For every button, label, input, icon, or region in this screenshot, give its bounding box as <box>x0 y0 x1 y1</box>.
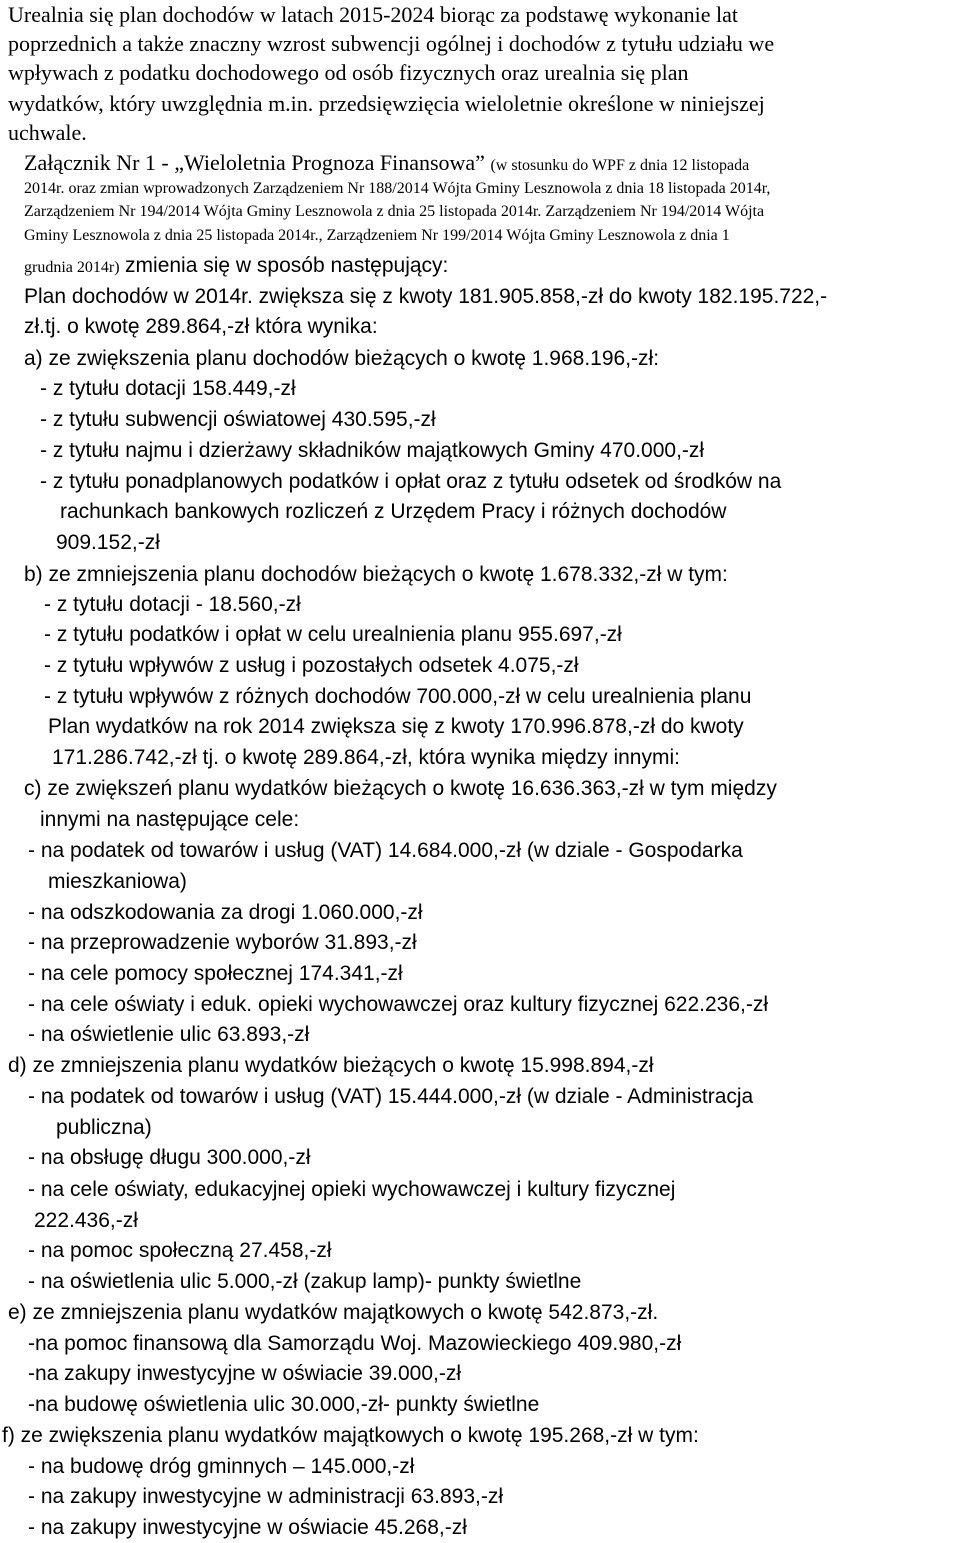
intro-line-2: poprzednich a także znaczny wzrost subwencji ogólnej i dochodów z tytułu udziału we <box>8 31 775 56</box>
income-a-heading: a) ze zwiększenia planu dochodów bieżących o kwotę 1.968.196,-zł: <box>24 347 660 370</box>
income-a-item-2: - z tytułu subwencji oświatowej 430.595,-zł <box>40 408 436 431</box>
expenses-e-heading: e) ze zmniejszenia planu wydatków majątkowych o kwotę 542.873,-zł. <box>8 1301 659 1324</box>
expenses-c-item-1-line-1: - na podatek od towarów i usług (VAT) 14.684.000,-zł (w dziale - Gospodarka <box>28 839 743 862</box>
expenses-c-item-6: - na oświetlenie ulic 63.893,-zł <box>28 1023 310 1046</box>
expenses-c-item-3: - na przeprowadzenie wyborów 31.893,-zł <box>28 931 417 954</box>
intro-line-4: wydatków, który uwzględnia m.in. przedsięwzięcia wieloletnie określone w niniejszej <box>8 91 765 116</box>
attachment-note-4: Gminy Lesznowola z dnia 25 listopada 2014r., Zarządzeniem Nr 199/2014 Wójta Gminy Lesznowola z dnia 1 <box>24 227 730 244</box>
expenses-d-heading: d) ze zmniejszenia planu wydatków bieżących o kwotę 15.998.894,-zł <box>8 1054 654 1077</box>
income-line-2: zł.tj. o kwotę 289.864,-zł która wynika: <box>24 315 378 338</box>
income-a-item-4-line-2: rachunkach bankowych rozliczeń z Urzędem Pracy i różnych dochodów <box>60 500 727 523</box>
attachment-note-5 <box>24 250 448 283</box>
expenses-f-item-1: - na budowę dróg gminnych – 145.000,-zł <box>28 1455 415 1478</box>
attachment-note-3: Zarządzeniem Nr 194/2014 Wójta Gminy Lesznowola z dnia 25 listopada 2014r. Zarządzeniem Nr 194/2014 Wójta <box>24 203 765 220</box>
income-a-item-3: - z tytułu najmu i dzierżawy składników majątkowych Gminy 470.000,-zł <box>40 439 705 462</box>
income-b-heading: b) ze zmniejszenia planu dochodów bieżących o kwotę 1.678.332,-zł w tym: <box>24 563 728 586</box>
expenses-d-item-4: - na pomoc społeczną 27.458,-zł <box>28 1239 332 1262</box>
expenses-e-item-1: -na pomoc finansową dla Samorządu Woj. Mazowieckiego 409.980,-zł <box>28 1332 682 1355</box>
intro-line-3: wpływach z podatku dochodowego od osób fizycznych oraz urealnia się plan <box>8 60 689 85</box>
intro-line-5: uchwale. <box>8 120 87 145</box>
income-a-item-4-line-3: 909.152,-zł <box>56 531 160 554</box>
attachment-title-text: Załącznik Nr 1 - „Wieloletnia Prognoza Finansowa” <box>24 150 485 175</box>
attachment-title <box>24 148 749 181</box>
expenses-d-item-1-line-2: publiczna) <box>56 1116 152 1139</box>
attachment-note-1: (w stosunku do WPF z dnia 12 listopada <box>490 157 750 174</box>
expenses-f-heading: f) ze zwiększenia planu wydatków majątkowych o kwotę 195.268,-zł w tym: <box>2 1424 699 1447</box>
income-b-item-2: - z tytułu podatków i opłat w celu urealnienia planu 955.697,-zł <box>44 623 622 646</box>
expenses-e-item-3: -na budowę oświetlenia ulic 30.000,-zł- punkty świetlne <box>28 1393 540 1416</box>
expenses-line-1: Plan wydatków na rok 2014 zwiększa się z kwoty 170.996.878,-zł do kwoty <box>48 715 744 738</box>
income-b-item-1: - z tytułu dotacji - 18.560,-zł <box>44 593 301 616</box>
expenses-d-item-1-line-1: - na podatek od towarów i usług (VAT) 15.444.000,-zł (w dziale - Administracja <box>28 1085 754 1108</box>
income-a-item-1: - z tytułu dotacji 158.449,-zł <box>40 377 296 400</box>
expenses-d-item-3-line-2: 222.436,-zł <box>34 1209 138 1232</box>
expenses-c-item-4: - na cele pomocy społecznej 174.341,-zł <box>28 962 403 985</box>
income-a-item-4-line-1: - z tytułu ponadplanowych podatków i opłat oraz z tytułu odsetek od środków na <box>40 470 782 493</box>
expenses-c-item-1-line-2: mieszkaniowa) <box>48 870 187 893</box>
expenses-d-item-5: - na oświetlenia ulic 5.000,-zł (zakup lamp)- punkty świetlne <box>28 1270 582 1293</box>
income-b-item-3: - z tytułu wpływów z usług i pozostałych odsetek 4.075,-zł <box>44 654 579 677</box>
expenses-line-2: 171.286.742,-zł tj. o kwotę 289.864,-zł, która wynika między innymi: <box>52 746 680 769</box>
income-line-1: Plan dochodów w 2014r. zwiększa się z kwoty 181.905.858,-zł do kwoty 182.195.722,- <box>24 285 828 308</box>
expenses-c-heading-line-1: c) ze zwiększeń planu wydatków bieżących o kwotę 16.636.363,-zł w tym między <box>24 777 777 800</box>
attachment-note-2: 2014r. oraz zmian wprowadzonych Zarządzeniem Nr 188/2014 Wójta Gminy Lesznowola z dnia 18 listopada 2014r, <box>24 180 771 197</box>
expenses-d-item-2: - na obsługę długu 300.000,-zł <box>28 1146 311 1169</box>
expenses-f-item-3: - na zakupy inwestycyjne w oświacie 45.268,-zł <box>28 1516 467 1539</box>
expenses-e-item-2: -na zakupy inwestycyjne w oświacie 39.000,-zł <box>28 1362 462 1385</box>
intro-line-1: Urealnia się plan dochodów w latach 2015-2024 biorąc za podstawę wykonanie lat <box>8 2 739 27</box>
attachment-note-5-rest: zmienia się w sposób następujący: <box>125 254 449 277</box>
income-b-item-4: - z tytułu wpływów z różnych dochodów 700.000,-zł w celu urealnienia planu <box>44 685 752 708</box>
expenses-c-heading-line-2: innymi na następujące cele: <box>40 808 300 831</box>
expenses-c-item-5: - na cele oświaty i eduk. opieki wychowawczej oraz kultury fizycznej 622.236,-zł <box>28 993 768 1016</box>
expenses-d-item-3-line-1: - na cele oświaty, edukacyjnej opieki wychowawczej i kultury fizycznej <box>28 1178 676 1201</box>
expenses-f-item-2: - na zakupy inwestycyjne w administracji 63.893,-zł <box>28 1485 504 1508</box>
attachment-note-5-small: grudnia 2014r) <box>24 259 120 276</box>
expenses-c-item-2: - na odszkodowania za drogi 1.060.000,-zł <box>28 901 423 924</box>
